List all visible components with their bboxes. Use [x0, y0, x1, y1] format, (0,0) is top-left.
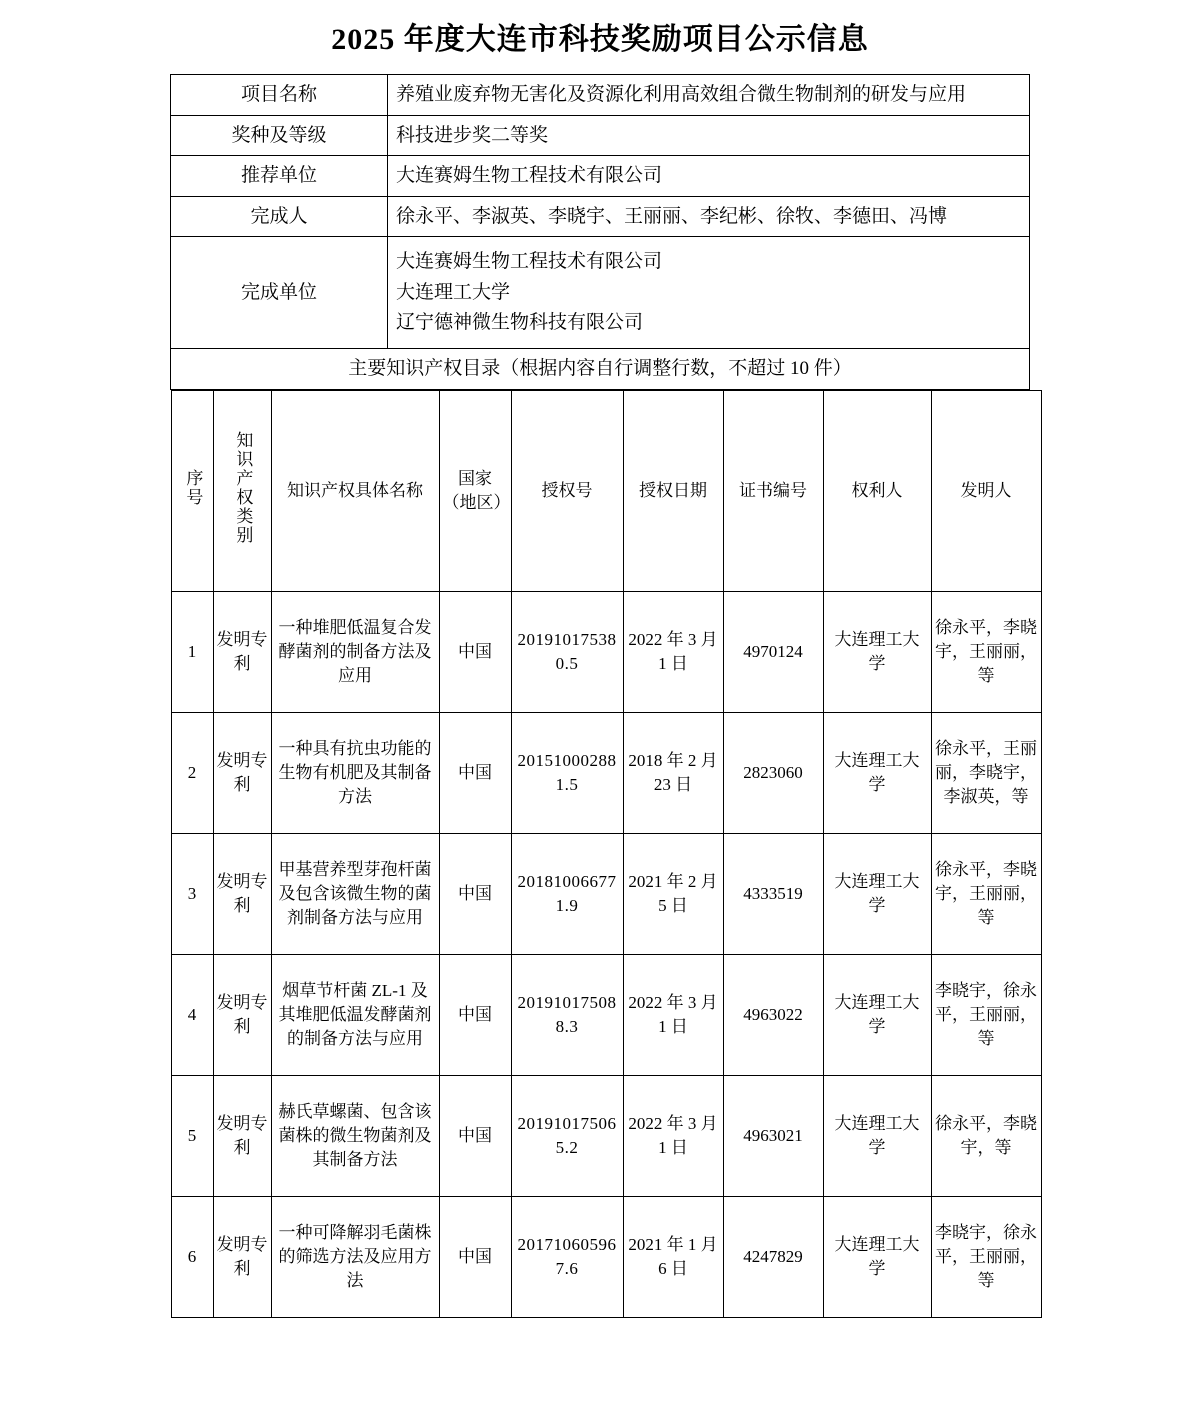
ip-cell-cert-no: 4247829 — [723, 1196, 823, 1317]
field-label-project-name: 项目名称 — [171, 75, 388, 116]
ip-cell-name: 烟草节杆菌 ZL-1 及其堆肥低温发酵菌剂的制备方法与应用 — [271, 954, 439, 1075]
ip-col-name: 知识产权具体名称 — [271, 390, 439, 591]
table-row — [171, 156, 1030, 197]
ip-cell-owner: 大连理工大学 — [823, 954, 931, 1075]
table-row — [171, 1075, 1041, 1196]
field-value-recommending-unit: 大连赛姆生物工程技术有限公司 — [388, 156, 1030, 197]
ip-col-grant-date: 授权日期 — [623, 390, 723, 591]
field-value-project-name: 养殖业废弃物无害化及资源化利用高效组合微生物制剂的研发与应用 — [388, 75, 1030, 116]
ip-cell-type: 发明专利 — [213, 712, 271, 833]
table-row — [171, 591, 1041, 712]
ip-cell-name: 赫氏草螺菌、包含该菌株的微生物菌剂及其制备方法 — [271, 1075, 439, 1196]
ip-table-container — [171, 389, 1037, 1318]
ip-col-cert-no: 证书编号 — [723, 390, 823, 591]
completion-unit-item: 大连理工大学 — [396, 281, 511, 303]
ip-cell-cert-no: 2823060 — [723, 712, 823, 833]
ip-cell-grant-date: 2022 年 3 月 1 日 — [623, 954, 723, 1075]
ip-cell-index: 5 — [171, 1075, 213, 1196]
field-value-contributors: 徐永平、李淑英、李晓宇、王丽丽、李纪彬、徐牧、李德田、冯博 — [388, 196, 1030, 237]
ip-cell-inventor: 李晓宇，徐永平，王丽丽，等 — [931, 1196, 1041, 1317]
ip-cell-name: 一种具有抗虫功能的生物有机肥及其制备方法 — [271, 712, 439, 833]
table-row — [171, 115, 1030, 156]
ip-col-owner: 权利人 — [823, 390, 931, 591]
ip-cell-country: 中国 — [439, 954, 511, 1075]
ip-cell-index: 6 — [171, 1196, 213, 1317]
table-row — [171, 954, 1041, 1075]
ip-cell-index: 1 — [171, 591, 213, 712]
table-row — [171, 196, 1030, 237]
ip-cell-cert-no: 4963021 — [723, 1075, 823, 1196]
ip-cell-grant-date: 2022 年 3 月 1 日 — [623, 591, 723, 712]
ip-cell-owner: 大连理工大学 — [823, 1196, 931, 1317]
ip-cell-grant-no: 201910175065.2 — [511, 1075, 623, 1196]
table-row — [171, 833, 1041, 954]
field-label-completion-units: 完成单位 — [171, 237, 388, 349]
ip-cell-grant-no: 201810066771.9 — [511, 833, 623, 954]
ip-cell-index: 2 — [171, 712, 213, 833]
ip-col-index: 序号 — [171, 390, 213, 591]
field-label-recommending-unit: 推荐单位 — [171, 156, 388, 197]
ip-cell-inventor: 徐永平，李晓宇，王丽丽，等 — [931, 833, 1041, 954]
ip-cell-name: 一种可降解羽毛菌株的筛选方法及应用方法 — [271, 1196, 439, 1317]
ip-cell-grant-date: 2021 年 2 月 5 日 — [623, 833, 723, 954]
field-label-contributors: 完成人 — [171, 196, 388, 237]
intellectual-property-table — [171, 390, 1042, 1318]
ip-cell-owner: 大连理工大学 — [823, 712, 931, 833]
ip-col-type: 知识产权类别 — [213, 390, 271, 591]
ip-cell-name: 一种堆肥低温复合发酵菌剂的制备方法及应用 — [271, 591, 439, 712]
ip-cell-cert-no: 4333519 — [723, 833, 823, 954]
ip-cell-index: 4 — [171, 954, 213, 1075]
ip-col-grant-no: 授权号 — [511, 390, 623, 591]
ip-cell-country: 中国 — [439, 1196, 511, 1317]
ip-cell-type: 发明专利 — [213, 833, 271, 954]
table-row — [171, 349, 1030, 390]
table-row — [171, 237, 1030, 349]
field-label-award-type: 奖种及等级 — [171, 115, 388, 156]
ip-cell-country: 中国 — [439, 833, 511, 954]
award-info-table — [170, 74, 1037, 1318]
ip-cell-cert-no: 4963022 — [723, 954, 823, 1075]
ip-cell-owner: 大连理工大学 — [823, 591, 931, 712]
ip-header-row — [171, 390, 1041, 591]
ip-cell-grant-no: 201510002881.5 — [511, 712, 623, 833]
table-row — [171, 1196, 1041, 1317]
field-value-award-type: 科技进步奖二等奖 — [388, 115, 1030, 156]
ip-cell-inventor: 徐永平，李晓宇，等 — [931, 1075, 1041, 1196]
ip-cell-grant-no: 201910175088.3 — [511, 954, 623, 1075]
field-value-completion-units — [388, 237, 1030, 349]
ip-cell-owner: 大连理工大学 — [823, 1075, 931, 1196]
ip-cell-cert-no: 4970124 — [723, 591, 823, 712]
ip-cell-grant-no: 201710605967.6 — [511, 1196, 623, 1317]
ip-cell-country: 中国 — [439, 712, 511, 833]
table-row — [171, 712, 1041, 833]
ip-col-inventor: 发明人 — [931, 390, 1041, 591]
ip-cell-owner: 大连理工大学 — [823, 833, 931, 954]
ip-cell-country: 中国 — [439, 1075, 511, 1196]
ip-cell-type: 发明专利 — [213, 1075, 271, 1196]
ip-cell-inventor: 徐永平，李晓宇，王丽丽，等 — [931, 591, 1041, 712]
ip-cell-type: 发明专利 — [213, 591, 271, 712]
ip-cell-type: 发明专利 — [213, 954, 271, 1075]
ip-cell-grant-no: 201910175380.5 — [511, 591, 623, 712]
table-row — [171, 75, 1030, 116]
ip-cell-name: 甲基营养型芽孢杆菌及包含该微生物的菌剂制备方法与应用 — [271, 833, 439, 954]
ip-cell-grant-date: 2018 年 2 月 23 日 — [623, 712, 723, 833]
ip-col-country: 国家（地区） — [439, 390, 511, 591]
ip-section-title: 主要知识产权目录（根据内容自行调整行数，不超过 10 件） — [171, 349, 1030, 390]
completion-unit-item: 大连赛姆生物工程技术有限公司 — [396, 251, 663, 273]
ip-cell-index: 3 — [171, 833, 213, 954]
ip-cell-inventor: 徐永平，王丽丽，李晓宇，李淑英，等 — [931, 712, 1041, 833]
ip-cell-type: 发明专利 — [213, 1196, 271, 1317]
ip-cell-grant-date: 2021 年 1 月 6 日 — [623, 1196, 723, 1317]
table-row — [171, 389, 1030, 1318]
ip-cell-country: 中国 — [439, 591, 511, 712]
ip-cell-inventor: 李晓宇，徐永平，王丽丽，等 — [931, 954, 1041, 1075]
completion-unit-item: 辽宁德神微生物科技有限公司 — [396, 311, 644, 333]
page-title: 2025 年度大连市科技奖励项目公示信息 — [331, 23, 869, 56]
ip-cell-grant-date: 2022 年 3 月 1 日 — [623, 1075, 723, 1196]
